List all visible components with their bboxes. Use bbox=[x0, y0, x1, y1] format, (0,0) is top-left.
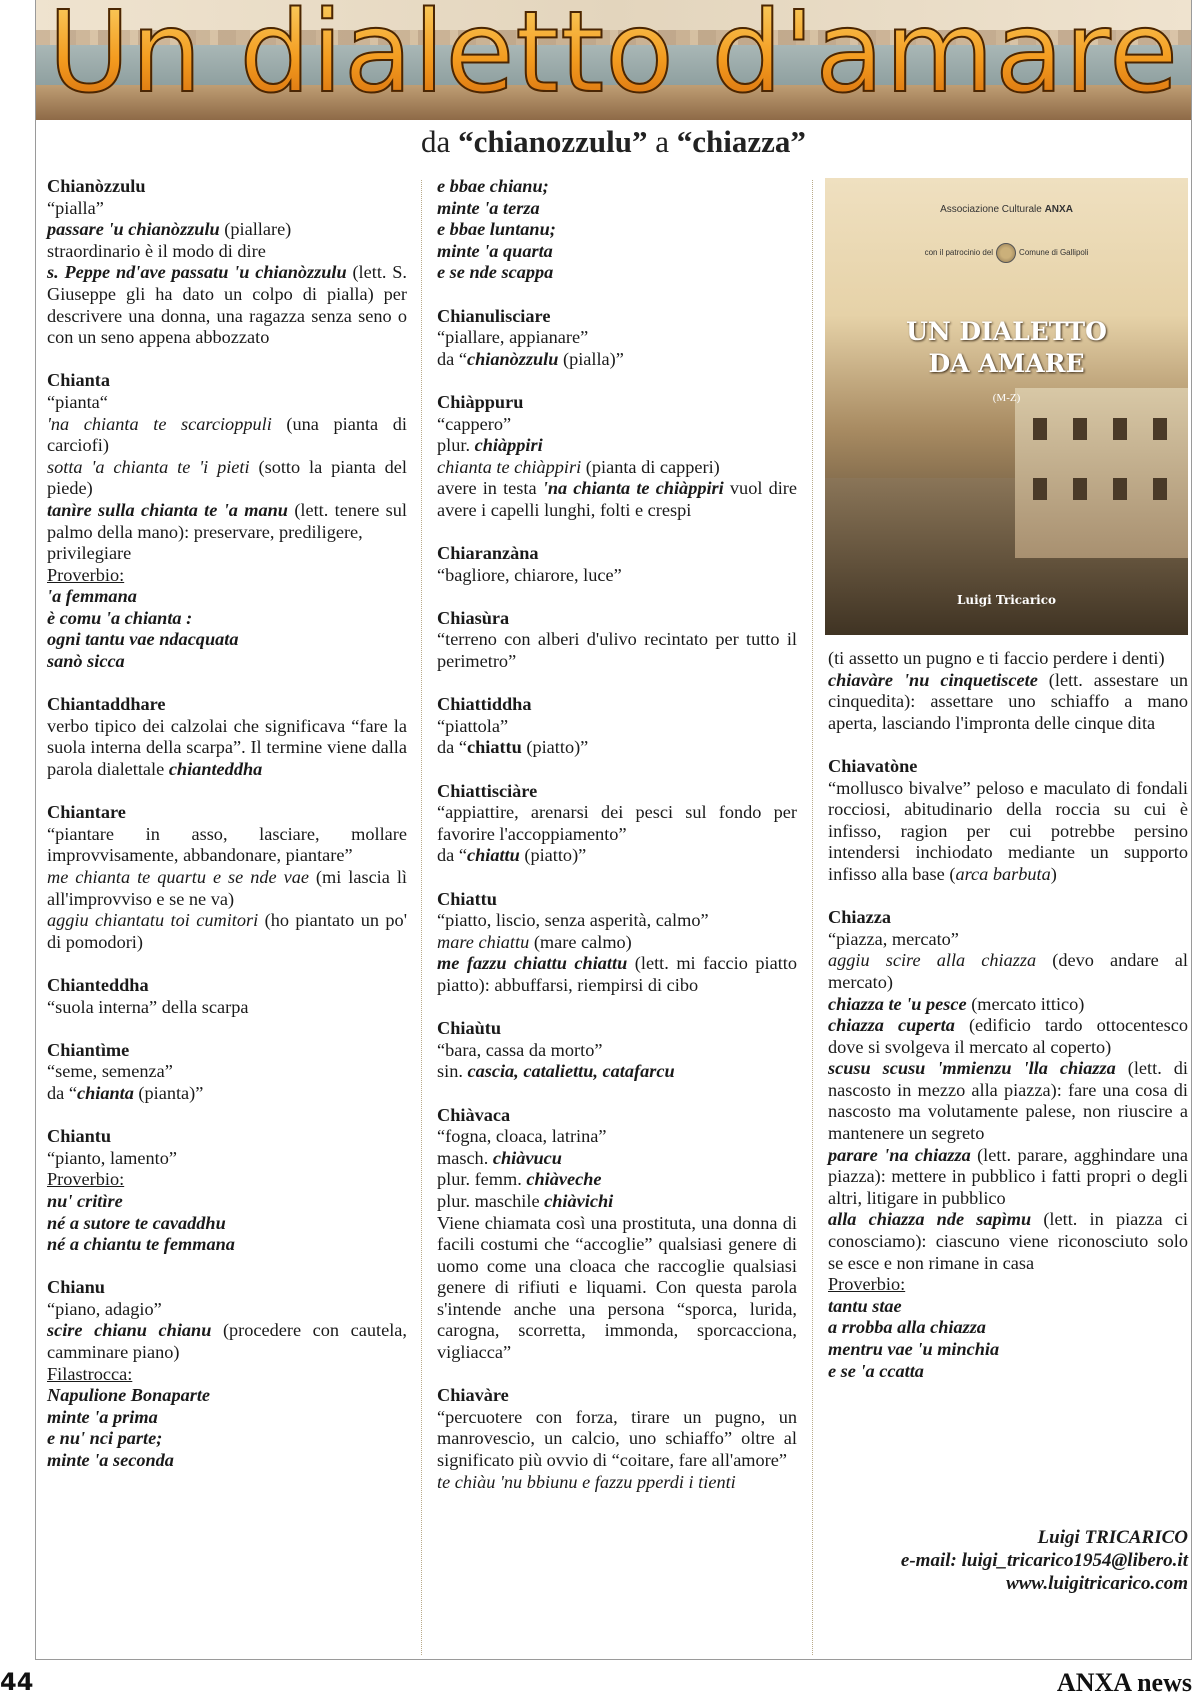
subtitle-first-word: “chianozzulu” bbox=[458, 124, 648, 159]
example-line: né a sutore te cavaddhu bbox=[47, 1212, 226, 1233]
text-run: (lett. di nascosto in mezzo alla piazza): fare una cosa di nascosto ma volutamente palese, non riuscire a mantenere un segreto bbox=[828, 1058, 1188, 1144]
example-line: minte 'a seconda bbox=[47, 1450, 174, 1471]
headword: Chiantare bbox=[47, 802, 126, 823]
example-line: mentru vae 'u minchia bbox=[828, 1339, 1000, 1359]
text-run: ) bbox=[1050, 863, 1057, 884]
text-run: (piatto)” bbox=[519, 845, 587, 866]
definition-line bbox=[47, 457, 407, 500]
entry-gap bbox=[437, 759, 797, 781]
example-line: né a chiantu te femmana bbox=[47, 1234, 235, 1255]
definition-line bbox=[437, 932, 797, 954]
text-run: da “ bbox=[437, 845, 467, 866]
example-line: Napulione Bonaparte bbox=[47, 1385, 211, 1406]
text-run: (lett. tenere sul palmo della mano): preservare, prediligere, bbox=[47, 499, 407, 542]
term-run: tanìre sulla chianta te 'a manu bbox=[47, 499, 288, 520]
definition-line: “pialla” bbox=[47, 197, 104, 218]
example-line: minte 'a terza bbox=[437, 197, 540, 218]
definition-line bbox=[437, 478, 797, 521]
example-line: minte 'a quarta bbox=[437, 240, 553, 261]
term-run: scusu scusu 'mmienzu 'lla chiazza bbox=[828, 1058, 1116, 1079]
example-line: e nu' nci parte; bbox=[47, 1428, 163, 1449]
headword: Chiantaddhare bbox=[47, 694, 166, 715]
definition-line bbox=[437, 1191, 797, 1213]
term-run: chiavàre 'nu cinquetiscete bbox=[828, 669, 1038, 690]
headword: Chiavàre bbox=[437, 1385, 509, 1406]
headword: Chiaùtu bbox=[437, 1018, 502, 1039]
definition-line bbox=[47, 867, 407, 910]
entry-gap bbox=[437, 867, 797, 889]
example-line: e bbae luntanu; bbox=[437, 219, 556, 240]
entry-gap bbox=[828, 734, 1188, 756]
definition-line: “piattola” bbox=[437, 715, 509, 736]
definition-line bbox=[828, 1209, 1188, 1274]
definition-line bbox=[828, 994, 1188, 1016]
definition-line bbox=[47, 910, 407, 953]
section-label: Proverbio: bbox=[828, 1274, 906, 1295]
entry-gap bbox=[47, 781, 407, 803]
definition-line: “fogna, cloaca, latrina” bbox=[437, 1126, 607, 1147]
entry-gap bbox=[47, 953, 407, 975]
example-line: è comu 'a chianta : bbox=[47, 607, 193, 628]
term-run: chiàvucu bbox=[492, 1147, 562, 1168]
subtitle-a: a bbox=[647, 124, 677, 159]
definition-line bbox=[828, 950, 1188, 993]
definition-line bbox=[437, 435, 797, 457]
definition-line: “cappero” bbox=[437, 413, 512, 434]
text-run: “mollusco bivalve” peloso e maculato di fondali rocciosi, abitudinario della roccia su cui è infisso, ragion per cui potrebbe persino intendersi inchiodato mediante un supporto infisso alla base ( bbox=[828, 777, 1188, 884]
entry-gap bbox=[828, 886, 1188, 908]
cover-range: (M-Z) bbox=[992, 392, 1021, 404]
text-run: plur. femm. bbox=[437, 1169, 527, 1190]
entry-gap bbox=[47, 1256, 407, 1278]
example-line: sanò sicca bbox=[47, 651, 125, 672]
term-run: mare chiattu bbox=[437, 931, 530, 952]
term-run: te chiàu 'nu bbiunu e fazzu pperdi i tienti bbox=[437, 1471, 736, 1492]
entry-gap bbox=[47, 1018, 407, 1040]
section-label: Filastrocca: bbox=[47, 1363, 133, 1384]
cover-author: Luigi Tricarico bbox=[956, 593, 1057, 607]
headword: Chiàvaca bbox=[437, 1104, 511, 1125]
entry-gap bbox=[437, 370, 797, 392]
term-run: parare 'na chiazza bbox=[828, 1144, 971, 1165]
text-run: (devo andare al mercato) bbox=[828, 950, 1188, 992]
definition-line bbox=[828, 670, 1188, 735]
definition-line: “piantare in asso, lasciare, mollare improvvisamente, abbandonare, piantare” bbox=[47, 823, 407, 866]
entry-gap bbox=[47, 673, 407, 695]
text-column-1 bbox=[47, 176, 407, 1472]
definition-line bbox=[47, 219, 407, 241]
text-run: masch. bbox=[437, 1147, 493, 1168]
definition-line bbox=[437, 845, 797, 867]
text-run: (mi lascia lì all'improvviso e se ne va) bbox=[47, 867, 408, 909]
definition-line bbox=[47, 1320, 407, 1363]
definition-line: (ti assetto un pugno e ti faccio perdere i denti) bbox=[828, 648, 1165, 668]
example-line: tantu stae bbox=[828, 1295, 902, 1316]
subtitle-last-word: “chiazza” bbox=[676, 124, 806, 159]
text-run: (pianta di capperi) bbox=[581, 456, 720, 477]
text-run: (lett. S. Giuseppe gli ha dato un colpo di pialla) per descrivere una donna, una ragazza senza seno o con un seno appena abbozzato bbox=[47, 262, 408, 348]
term-run: me chianta te quartu e se nde vae bbox=[47, 867, 309, 887]
headword: Chianteddha bbox=[47, 974, 149, 995]
definition-line bbox=[47, 414, 407, 457]
text-run: plur. maschile bbox=[437, 1190, 545, 1211]
definition-line bbox=[828, 778, 1188, 886]
text-run: vuol dire avere i capelli lunghi, folti e crespi bbox=[437, 478, 797, 520]
header-banner bbox=[36, 0, 1191, 120]
term-run: me fazzu chiattu chiattu bbox=[437, 953, 628, 974]
definition-line bbox=[437, 1472, 797, 1494]
term-run: chianòzzulu bbox=[466, 348, 559, 369]
text-run: verbo tipico dei calzolai che significava “fare la suola interna della scarpa”. Il termine viene dalla parola dialettale bbox=[47, 715, 407, 780]
author-signature bbox=[828, 1526, 1188, 1595]
entry-gap bbox=[437, 586, 797, 608]
definition-line bbox=[828, 1015, 1188, 1058]
text-run: (pianta)” bbox=[133, 1082, 204, 1103]
definition-line: “piallare, appianare” bbox=[437, 327, 589, 348]
section-label: Proverbio: bbox=[47, 1169, 125, 1190]
headword: Chianta bbox=[47, 370, 110, 391]
page-number: 44 bbox=[0, 1668, 34, 1696]
term-run: scire chianu chianu bbox=[47, 1320, 212, 1341]
cover-title: UN DIALETTO DA AMARE bbox=[906, 317, 1107, 378]
definition-line bbox=[47, 716, 407, 781]
headword: Chiantu bbox=[47, 1126, 112, 1147]
definition-line bbox=[437, 349, 797, 371]
text-run: (lett. parare, agghindare una piazza): mettere in pubblico i fatti propri o degli altri, litigare in pubblico bbox=[828, 1144, 1188, 1208]
headword: Chianòzzulu bbox=[47, 176, 146, 196]
entry-gap bbox=[437, 1364, 797, 1386]
definition-line bbox=[828, 1058, 1188, 1144]
text-run: plur. bbox=[437, 435, 475, 456]
coat-of-arms-icon bbox=[996, 243, 1016, 263]
term-run: alla chiazza nde sapìmu bbox=[828, 1209, 1032, 1230]
author-email[interactable]: e-mail: luigi_tricarico1954@libero.it bbox=[900, 1550, 1188, 1571]
cover-association-name: ANXA bbox=[1044, 204, 1073, 215]
definition-line: “pianto, lamento” bbox=[47, 1147, 177, 1168]
definition-line bbox=[437, 457, 797, 479]
text-run: da “ bbox=[437, 348, 467, 369]
author-website[interactable]: www.luigitricarico.com bbox=[1006, 1573, 1188, 1594]
text-run: da “ bbox=[47, 1082, 77, 1103]
cover-association: Associazione Culturale ANXA bbox=[940, 204, 1073, 215]
example-line: e se nde scappa bbox=[437, 262, 554, 283]
headword: Chiazza bbox=[828, 907, 891, 928]
section-label: Proverbio: bbox=[47, 564, 125, 585]
headword: Chiasùra bbox=[437, 607, 510, 628]
text-run: (piatto)” bbox=[521, 737, 589, 758]
entry-gap bbox=[47, 1105, 407, 1127]
definition-line: “bagliore, chiarore, luce” bbox=[437, 564, 622, 585]
headword: Chiattiddha bbox=[437, 694, 532, 715]
term-run: chiattu bbox=[466, 737, 522, 758]
example-line: e bbae chianu; bbox=[437, 176, 549, 196]
definition-line bbox=[47, 500, 407, 543]
term-run: aggiu scire alla chiazza bbox=[828, 950, 1037, 971]
text-run: (mare calmo) bbox=[529, 931, 632, 952]
example-line: e se 'a ccatta bbox=[828, 1360, 924, 1381]
term-run: chiàppiri bbox=[474, 435, 543, 456]
definition-line: straordinario è il modo di dire bbox=[47, 240, 266, 261]
headword: Chiantìme bbox=[47, 1039, 130, 1060]
example-line: nu' critìre bbox=[47, 1190, 123, 1211]
definition-line bbox=[828, 1145, 1188, 1210]
headword: Chiavatòne bbox=[828, 755, 918, 776]
term-run: passare 'u chianòzzulu bbox=[47, 219, 220, 240]
example-line: minte 'a prima bbox=[47, 1406, 158, 1427]
text-run: (una pianta di carciofi) bbox=[47, 413, 407, 456]
headword: Chiaranzàna bbox=[437, 543, 539, 564]
text-run: (lett. assestare un cinquedita): assettare uno schiaffo a mano aperta, lasciando l'impronta delle cinque dita bbox=[828, 669, 1189, 733]
term-run: chianta te chiàppiri bbox=[437, 456, 582, 477]
entry-gap bbox=[437, 673, 797, 695]
entry-gap bbox=[437, 1083, 797, 1105]
term-run: sotta 'a chianta te 'i pieti bbox=[47, 456, 250, 477]
definition-line: “piatto, liscio, senza asperità, calmo” bbox=[437, 910, 709, 931]
entry-gap bbox=[437, 997, 797, 1019]
definition-line: “suola interna” della scarpa bbox=[47, 996, 249, 1017]
example-line: a rrobba alla chiazza bbox=[828, 1317, 986, 1338]
definition-line bbox=[47, 1083, 407, 1105]
headword: Chiàppuru bbox=[437, 391, 524, 412]
term-run: chiàveche bbox=[526, 1169, 602, 1190]
text-run: (lett. in piazza ci conosciamo): ciascuno viene riconosciuto solo se esce e non rimane in casa bbox=[828, 1209, 1188, 1273]
column-divider bbox=[421, 180, 422, 1655]
text-run: avere in testa bbox=[437, 478, 543, 499]
definition-line: “appiattire, arenarsi dei pesci sul fondo per favorire l'accoppiamento” bbox=[437, 802, 797, 844]
headword: Chianu bbox=[47, 1277, 105, 1298]
entry-gap bbox=[437, 522, 797, 544]
page-subtitle bbox=[36, 122, 1191, 162]
definition-line: “terreno con alberi d'ulivo recintato per tutto il perimetro” bbox=[437, 629, 797, 672]
example-line: 'a femmana bbox=[47, 586, 137, 607]
term-run: 'na chianta te scarcioppuli bbox=[47, 413, 272, 434]
text-run: (procedere con cautela, camminare piano) bbox=[47, 1320, 407, 1363]
publication-name: ANXA news bbox=[1056, 1668, 1192, 1697]
text-run: (pialla)” bbox=[558, 348, 624, 369]
definition-line bbox=[437, 1169, 797, 1191]
text-run: (mercato ittico) bbox=[966, 993, 1085, 1014]
definition-line: “pianta“ bbox=[47, 391, 108, 412]
term-run: chiazza te 'u pesce bbox=[828, 993, 967, 1014]
definition-line bbox=[437, 1148, 797, 1170]
term-run: arca barbuta bbox=[955, 863, 1051, 884]
term-run: aggiu chiantatu toi cumitori bbox=[47, 910, 259, 931]
text-run: (lett. mi faccio piatto piatto): abbuffarsi, riempirsi di cibo bbox=[437, 953, 798, 995]
text-run: da “ bbox=[437, 737, 467, 758]
author-name: Luigi TRICARICO bbox=[1037, 1527, 1188, 1548]
text-column-3 bbox=[828, 648, 1188, 1382]
book-cover-image bbox=[825, 178, 1188, 635]
cover-patronage: con il patrocinio del Comune di Gallipoli bbox=[825, 243, 1188, 263]
definition-line: “percuotere con forza, tirare un pugno, un manrovescio, un calcio, uno schiaffo” oltre al significato più ovvio di “coitare, fare all'amore” bbox=[437, 1406, 797, 1471]
term-run: chianteddha bbox=[168, 759, 263, 780]
term-run: chiàvichi bbox=[544, 1190, 614, 1211]
term-run: s. Peppe nd'ave passatu 'u chianòzzulu bbox=[47, 262, 347, 283]
text-run: sin. bbox=[437, 1061, 468, 1082]
definition-line: privilegiare bbox=[47, 543, 132, 564]
text-column-2 bbox=[437, 176, 797, 1493]
definition-line: “piano, adagio” bbox=[47, 1298, 162, 1319]
definition-line: “seme, semenza” bbox=[47, 1061, 173, 1082]
headword: Chiattisciàre bbox=[437, 780, 538, 801]
example-line: ogni tantu vae ndacquata bbox=[47, 629, 239, 650]
definition-line: “bara, cassa da morto” bbox=[437, 1039, 603, 1060]
text-run: (piallare) bbox=[219, 219, 292, 240]
headword: Chiattu bbox=[437, 888, 497, 909]
subtitle-da: da bbox=[421, 124, 459, 159]
definition-line bbox=[437, 953, 797, 996]
term-run: chiattu bbox=[466, 845, 520, 866]
definition-line: Viene chiamata così una prostituta, una donna di facili costumi che “accoglie” qualsiasi genere di uomo come una cloaca che raccoglie qualsiasi genere di rifiuti e liquami. Con questa parola s'intende anche una persona “sporca, lurida, carogna, scorretta, immonda, sporcacciona, vigliacca” bbox=[437, 1212, 797, 1363]
column-divider bbox=[812, 180, 813, 1655]
page-title: Un dialetto d'amare bbox=[36, 0, 1191, 118]
definition-line: “piazza, mercato” bbox=[828, 928, 959, 949]
term-run: cascia, cataliettu, catafarcu bbox=[467, 1061, 675, 1082]
cover-building bbox=[1015, 388, 1188, 558]
entry-gap bbox=[437, 284, 797, 306]
term-run: chianta bbox=[76, 1082, 134, 1103]
text-run: (edificio tardo ottocentesco dove si svolgeva il mercato al coperto) bbox=[828, 1015, 1188, 1057]
term-run: 'na chianta te chiàppiri bbox=[542, 478, 724, 499]
text-run: (ho piantato un po' di pomodori) bbox=[47, 910, 407, 952]
entry-gap bbox=[47, 349, 407, 371]
headword: Chianulisciare bbox=[437, 305, 551, 326]
definition-line bbox=[437, 737, 797, 759]
term-run: chiazza cuperta bbox=[828, 1015, 955, 1036]
definition-line bbox=[437, 1061, 797, 1083]
text-run: (sotto la pianta del piede) bbox=[47, 456, 408, 499]
definition-line bbox=[47, 262, 407, 348]
